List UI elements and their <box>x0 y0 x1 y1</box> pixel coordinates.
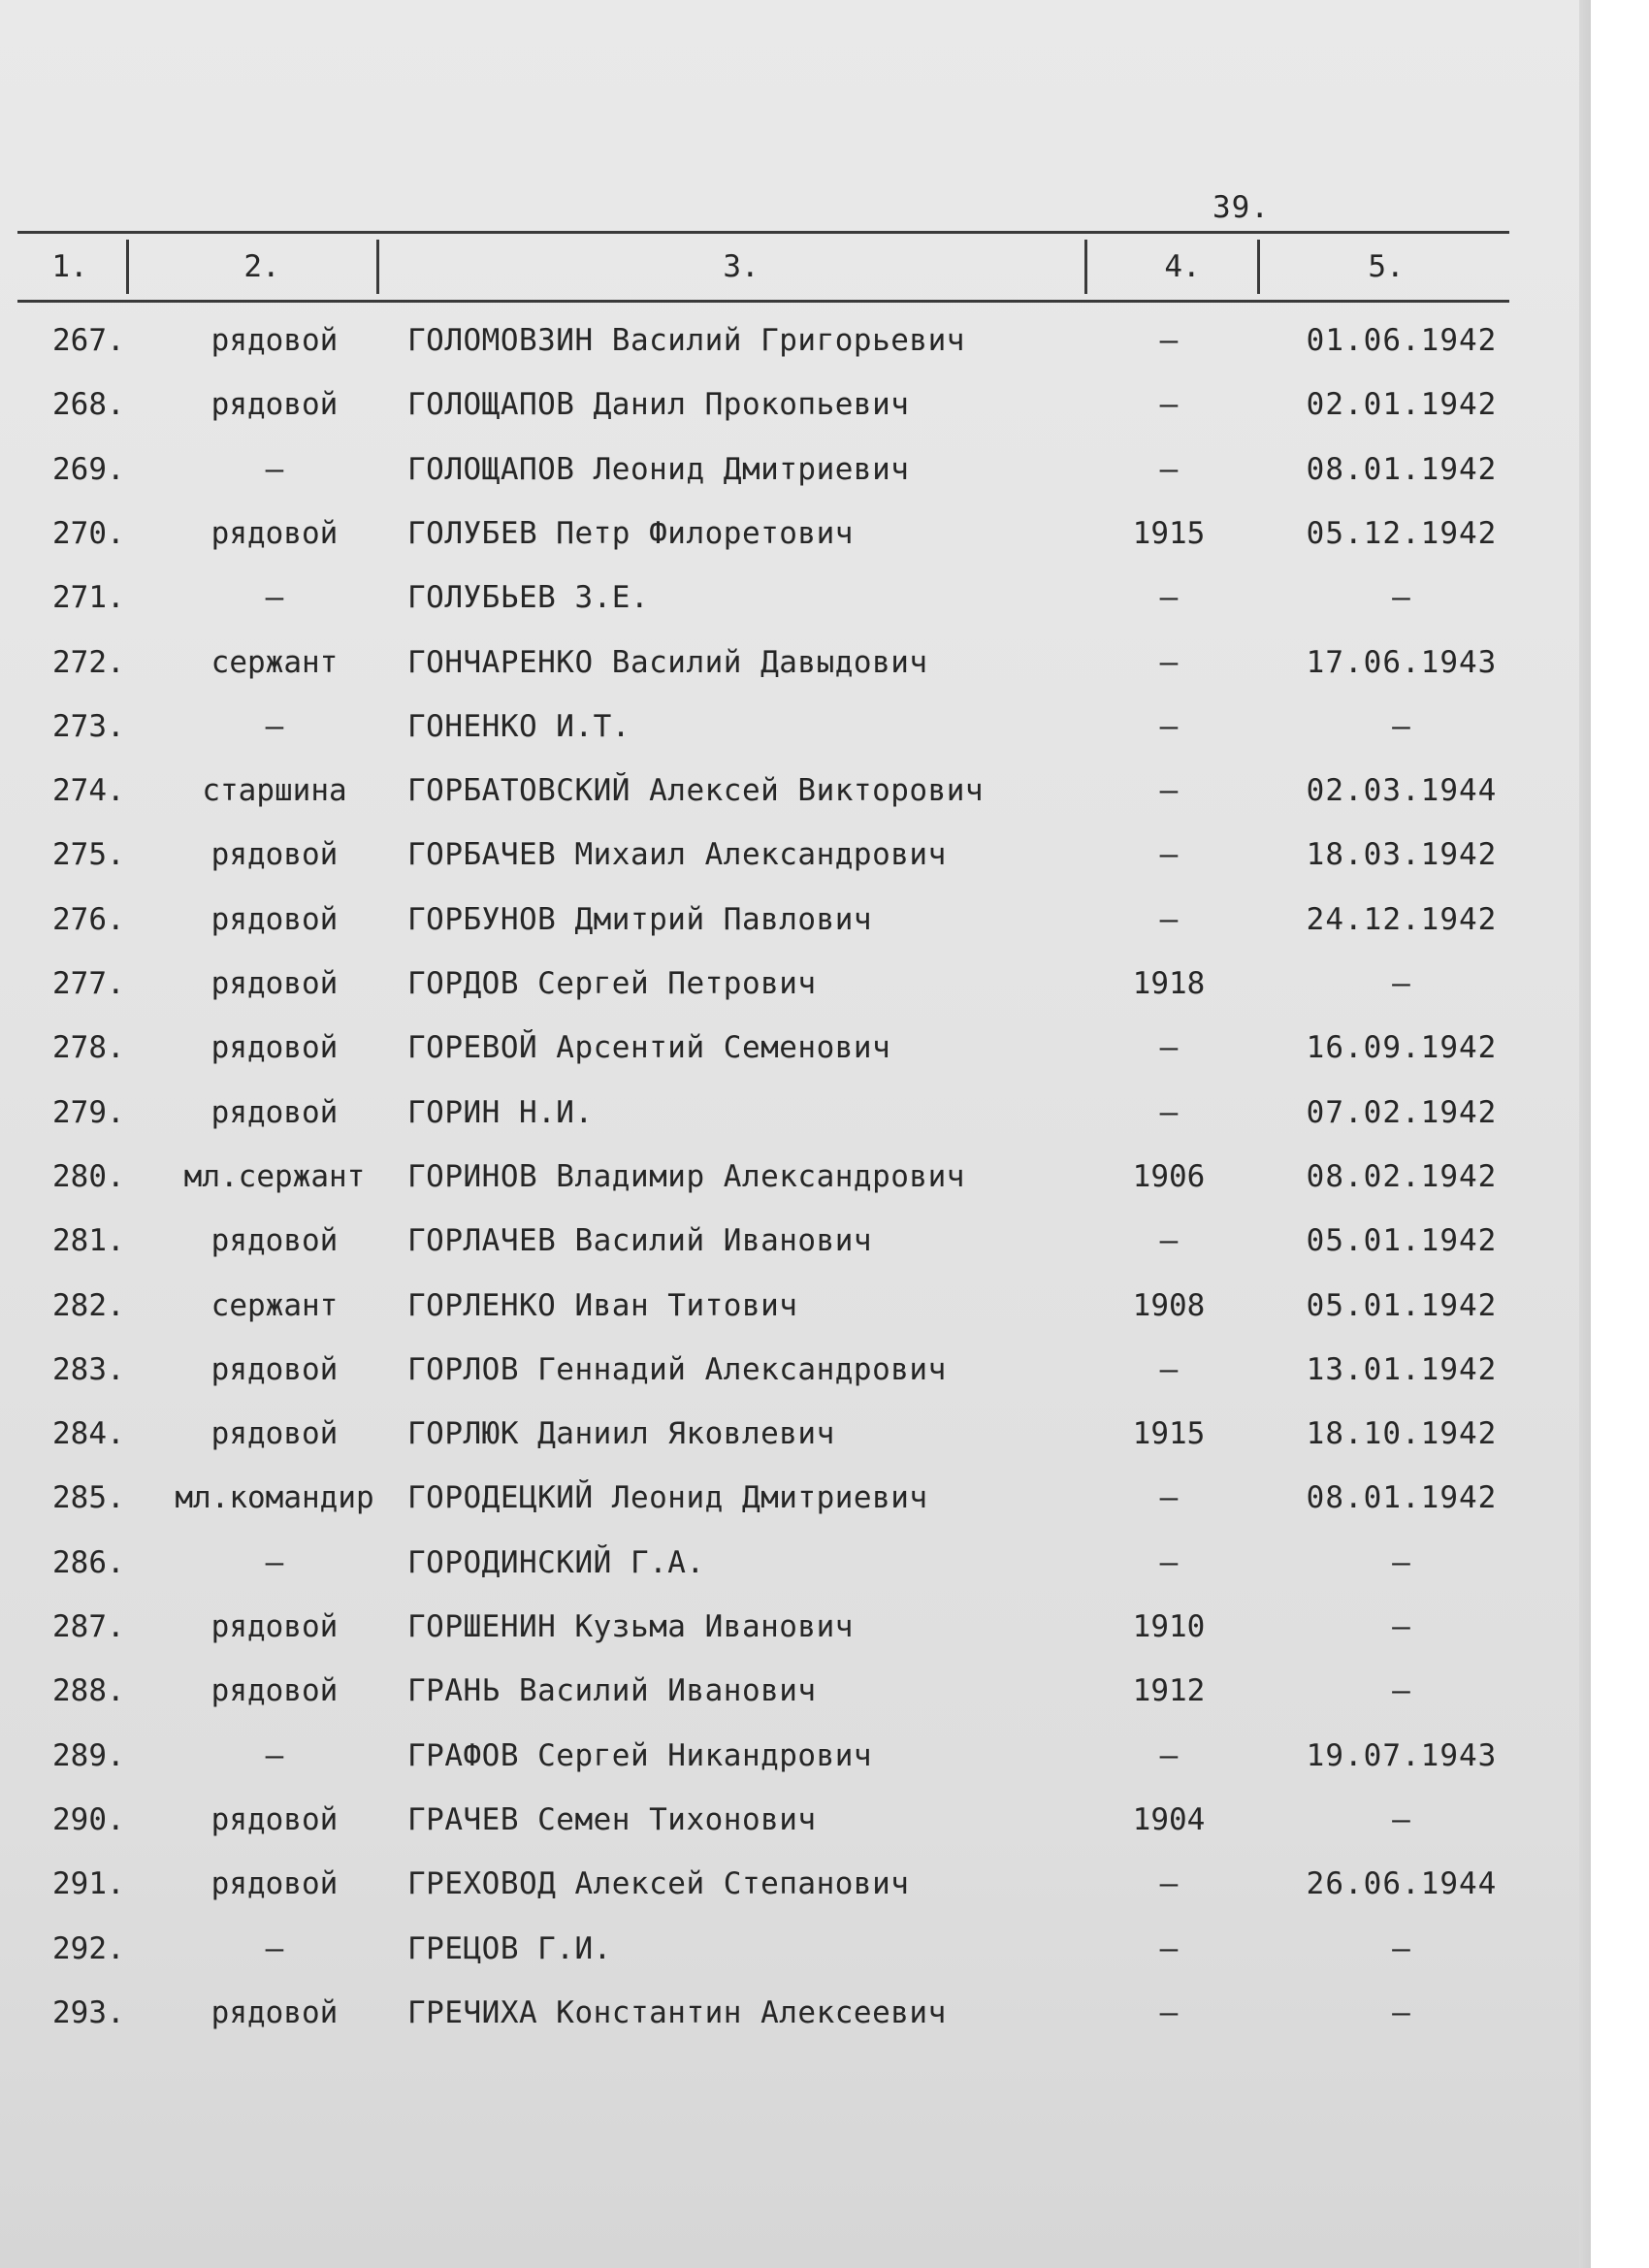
row-number: 276. <box>52 901 125 937</box>
row-rank: рядовой <box>210 323 339 358</box>
row-date: 24.12.1942 <box>1306 901 1498 937</box>
row-date: – <box>1392 1994 1411 2030</box>
row-date: – <box>1392 1930 1411 1966</box>
row-name: ГОЛУБЬЕВ З.Е. <box>407 580 650 616</box>
row-number: 289. <box>52 1737 125 1773</box>
row-name: ГРЕЦОВ Г.И. <box>407 1930 612 1966</box>
row-name: ГОРОДИНСКИЙ Г.А. <box>407 1544 705 1580</box>
row-name: ГОНЧАРЕНКО Василий Давыдович <box>407 644 928 680</box>
row-date: 02.01.1942 <box>1306 387 1498 423</box>
row-date: – <box>1392 708 1411 744</box>
row-rank: рядовой <box>210 966 339 1001</box>
row-name: ГОЛОЩАПОВ Леонид Дмитриевич <box>407 451 910 487</box>
row-date: – <box>1392 1673 1411 1709</box>
row-birth-year: – <box>1159 1737 1179 1773</box>
row-number: 288. <box>52 1673 125 1709</box>
table-row <box>0 566 1591 630</box>
row-name: ГОРЕВОЙ Арсентий Семенович <box>407 1030 891 1066</box>
row-name: ГОЛОЩАПОВ Данил Прокопьевич <box>407 387 910 423</box>
row-name: ГОЛОМОВЗИН Василий Григорьевич <box>407 323 965 358</box>
row-name: ГОНЕНКО И.Т. <box>407 708 630 744</box>
row-date: 08.01.1942 <box>1306 1480 1498 1516</box>
row-name: ГОРИНОВ Владимир Александрович <box>407 1158 965 1194</box>
header-col-5: 5. <box>1368 249 1405 284</box>
table-row <box>0 373 1591 437</box>
row-name: ГОЛУБЕВ Петр Филоретович <box>407 515 854 551</box>
table-row <box>0 1595 1591 1659</box>
row-birth-year: 1904 <box>1132 1801 1206 1837</box>
row-birth-year: 1915 <box>1132 515 1206 551</box>
row-birth-year: – <box>1159 1351 1179 1387</box>
row-rank: рядовой <box>210 1609 339 1644</box>
row-name: ГОРБАЧЕВ Михаил Александрович <box>407 837 947 873</box>
table-row <box>0 1852 1591 1916</box>
row-birth-year: 1906 <box>1132 1158 1206 1194</box>
row-name: ГОРЛЮК Даниил Яковлевич <box>407 1416 835 1452</box>
row-number: 292. <box>52 1930 125 1966</box>
row-name: ГОРЛОВ Геннадий Александрович <box>407 1351 947 1387</box>
row-rank: рядовой <box>210 1801 339 1837</box>
table-row <box>0 1016 1591 1080</box>
row-birth-year: – <box>1159 837 1179 873</box>
table-row <box>0 1081 1591 1145</box>
row-date: 13.01.1942 <box>1306 1351 1498 1387</box>
table-row <box>0 502 1591 566</box>
row-date: – <box>1392 966 1411 1001</box>
row-rank: рядовой <box>210 1351 339 1387</box>
row-birth-year: – <box>1159 1094 1179 1130</box>
row-date: 07.02.1942 <box>1306 1094 1498 1130</box>
row-name: ГОРЛЕНКО Иван Титович <box>407 1287 798 1323</box>
row-birth-year: – <box>1159 901 1179 937</box>
row-name: ГОРЛАЧЕВ Василий Иванович <box>407 1223 873 1259</box>
table-row <box>0 1209 1591 1273</box>
table-row <box>0 952 1591 1016</box>
table-row <box>0 823 1591 887</box>
table-header <box>17 231 1509 303</box>
row-rank: рядовой <box>210 837 339 873</box>
row-number: 275. <box>52 837 125 873</box>
row-number: 272. <box>52 644 125 680</box>
table-row <box>0 437 1591 502</box>
row-rank: рядовой <box>210 1094 339 1130</box>
row-birth-year: – <box>1159 1930 1179 1966</box>
row-birth-year: 1912 <box>1132 1673 1206 1709</box>
row-date: 05.12.1942 <box>1306 515 1498 551</box>
row-birth-year: 1910 <box>1132 1609 1206 1644</box>
table-row <box>0 1466 1591 1530</box>
row-date: 01.06.1942 <box>1306 323 1498 358</box>
row-birth-year: – <box>1159 1994 1179 2030</box>
row-birth-year: – <box>1159 1544 1179 1580</box>
row-name: ГРАНЬ Василий Иванович <box>407 1673 817 1709</box>
row-birth-year: – <box>1159 387 1179 423</box>
row-rank: рядовой <box>210 1994 339 2030</box>
row-date: 17.06.1943 <box>1306 644 1498 680</box>
row-birth-year: 1915 <box>1132 1416 1206 1452</box>
row-name: ГОРОДЕЦКИЙ Леонид Дмитриевич <box>407 1480 928 1516</box>
table-row <box>0 1917 1591 1981</box>
row-birth-year: – <box>1159 644 1179 680</box>
table-row <box>0 631 1591 695</box>
row-number: 284. <box>52 1416 125 1452</box>
row-rank: – <box>265 580 284 616</box>
row-rank: рядовой <box>210 1030 339 1066</box>
row-rank: рядовой <box>210 1673 339 1709</box>
row-name: ГОРШЕНИН Кузьма Иванович <box>407 1609 854 1644</box>
row-rank: рядовой <box>210 387 339 423</box>
row-name: ГРАФОВ Сергей Никандрович <box>407 1737 873 1773</box>
row-number: 278. <box>52 1030 125 1066</box>
row-date: – <box>1392 580 1411 616</box>
row-birth-year: 1918 <box>1132 966 1206 1001</box>
row-number: 267. <box>52 323 125 358</box>
row-number: 269. <box>52 451 125 487</box>
row-rank: – <box>265 708 284 744</box>
table-row <box>0 1338 1591 1402</box>
row-rank: рядовой <box>210 1866 339 1902</box>
header-col-2: 2. <box>243 249 280 284</box>
row-birth-year: – <box>1159 708 1179 744</box>
row-date: 16.09.1942 <box>1306 1030 1498 1066</box>
table-row <box>0 1145 1591 1209</box>
row-number: 283. <box>52 1351 125 1387</box>
row-birth-year: – <box>1159 451 1179 487</box>
row-rank: рядовой <box>210 901 339 937</box>
row-name: ГОРБУНОВ Дмитрий Павлович <box>407 901 873 937</box>
row-number: 270. <box>52 515 125 551</box>
table-row <box>0 1531 1591 1595</box>
row-number: 291. <box>52 1866 125 1902</box>
row-rank: – <box>265 1930 284 1966</box>
table-row <box>0 1274 1591 1338</box>
row-name: ГРЕЧИХА Константин Алексеевич <box>407 1994 947 2030</box>
row-number: 287. <box>52 1609 125 1644</box>
table-row <box>0 308 1591 373</box>
header-col-3: 3. <box>723 249 760 284</box>
table-row <box>0 1981 1591 2045</box>
row-date: 02.03.1944 <box>1306 773 1498 809</box>
header-separator <box>1257 240 1260 294</box>
row-number: 286. <box>52 1544 125 1580</box>
row-name: ГОРДОВ Сергей Петрович <box>407 966 817 1001</box>
row-date: 05.01.1942 <box>1306 1287 1498 1323</box>
header-col-1: 1. <box>51 249 88 284</box>
row-rank: – <box>265 1544 284 1580</box>
row-birth-year: – <box>1159 773 1179 809</box>
row-number: 271. <box>52 580 125 616</box>
row-date: – <box>1392 1801 1411 1837</box>
row-number: 293. <box>52 1994 125 2030</box>
row-number: 285. <box>52 1480 125 1516</box>
header-separator <box>376 240 379 294</box>
table-row <box>0 1659 1591 1723</box>
row-number: 277. <box>52 966 125 1001</box>
row-name: ГОРБАТОВСКИЙ Алексей Викторович <box>407 773 985 809</box>
row-number: 281. <box>52 1223 125 1259</box>
row-number: 280. <box>52 1158 125 1194</box>
row-birth-year: – <box>1159 1866 1179 1902</box>
header-separator <box>126 240 129 294</box>
row-rank: сержант <box>210 1287 339 1323</box>
table-row <box>0 888 1591 952</box>
row-number: 274. <box>52 773 125 809</box>
row-rank: мл.командир <box>175 1480 374 1516</box>
row-number: 273. <box>52 708 125 744</box>
row-date: 08.02.1942 <box>1306 1158 1498 1194</box>
row-number: 279. <box>52 1094 125 1130</box>
row-birth-year: – <box>1159 1223 1179 1259</box>
table-row <box>0 1402 1591 1466</box>
row-rank: рядовой <box>210 515 339 551</box>
row-date: 08.01.1942 <box>1306 451 1498 487</box>
row-name: ГРЕХОВОД Алексей Степанович <box>407 1866 910 1902</box>
page-number: 39. <box>1212 190 1270 225</box>
row-date: 19.07.1943 <box>1306 1737 1498 1773</box>
row-rank: старшина <box>202 773 347 809</box>
row-birth-year: – <box>1159 323 1179 358</box>
row-rank: сержант <box>210 644 339 680</box>
row-date: 18.10.1942 <box>1306 1416 1498 1452</box>
header-separator <box>1084 240 1087 294</box>
row-date: 18.03.1942 <box>1306 837 1498 873</box>
row-date: – <box>1392 1609 1411 1644</box>
header-col-4: 4. <box>1164 249 1201 284</box>
row-number: 282. <box>52 1287 125 1323</box>
row-name: ГОРИН Н.И. <box>407 1094 594 1130</box>
row-name: ГРАЧЕВ Семен Тихонович <box>407 1801 817 1837</box>
row-date: – <box>1392 1544 1411 1580</box>
row-number: 268. <box>52 387 125 423</box>
row-rank: – <box>265 451 284 487</box>
row-date: 26.06.1944 <box>1306 1866 1498 1902</box>
row-birth-year: – <box>1159 1480 1179 1516</box>
table-row <box>0 1724 1591 1788</box>
row-rank: рядовой <box>210 1416 339 1452</box>
row-number: 290. <box>52 1801 125 1837</box>
table-row <box>0 695 1591 759</box>
table-row <box>0 1788 1591 1852</box>
table-row <box>0 759 1591 823</box>
row-rank: рядовой <box>210 1223 339 1259</box>
row-rank: – <box>265 1737 284 1773</box>
row-rank: мл.сержант <box>183 1158 366 1194</box>
row-birth-year: 1908 <box>1132 1287 1206 1323</box>
row-birth-year: – <box>1159 1030 1179 1066</box>
row-date: 05.01.1942 <box>1306 1223 1498 1259</box>
row-birth-year: – <box>1159 580 1179 616</box>
